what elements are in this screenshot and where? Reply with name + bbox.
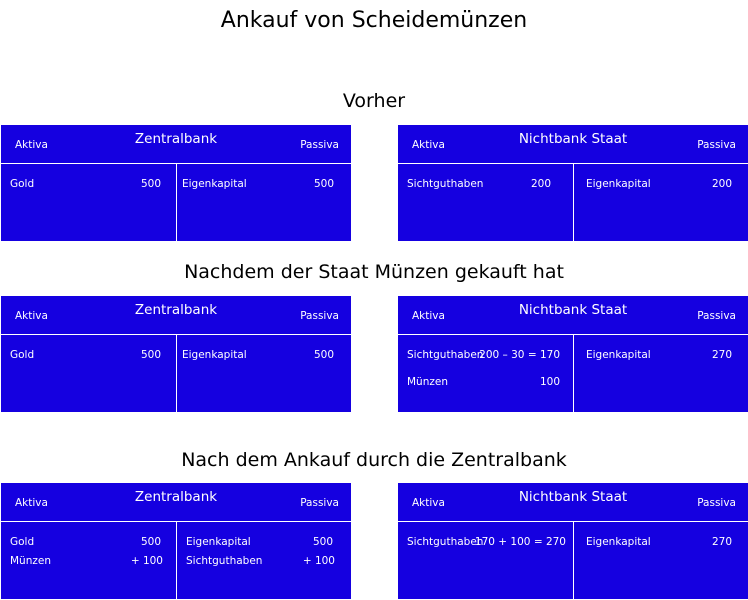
t-account-divider xyxy=(176,335,177,412)
account-name: Zentralbank xyxy=(134,131,218,147)
entry-label: Sichtguthaben xyxy=(407,349,484,361)
t-account-body xyxy=(1,164,351,241)
page-title: Ankauf von Scheidemünzen xyxy=(220,8,528,33)
t-account-zentralbank xyxy=(1,296,351,412)
aktiva-label: Aktiva xyxy=(15,310,48,322)
passiva-label: Passiva xyxy=(300,139,339,151)
entry-label: Eigenkapital xyxy=(182,178,247,190)
passiva-label: Passiva xyxy=(697,310,736,322)
entry-label: Sichtguthaben xyxy=(407,178,484,190)
aktiva-label: Aktiva xyxy=(15,497,48,509)
t-account-divider xyxy=(176,164,177,241)
entry-value: 500 xyxy=(140,178,161,190)
entry-value: 270 xyxy=(711,349,732,361)
account-name: Zentralbank xyxy=(134,489,218,505)
account-name: Nichtbank Staat xyxy=(518,302,628,318)
t-account-divider xyxy=(573,522,574,599)
t-account-header xyxy=(1,296,351,335)
entry-label: Eigenkapital xyxy=(586,349,651,361)
passiva-label: Passiva xyxy=(300,497,339,509)
account-name: Nichtbank Staat xyxy=(518,489,628,505)
entry-value: + 100 xyxy=(130,555,163,567)
entry-label: Münzen xyxy=(407,376,448,388)
entry-value: + 100 xyxy=(302,555,335,567)
entry-value: 500 xyxy=(313,349,334,361)
section-heading-vorher: Vorher xyxy=(342,90,406,112)
t-account-divider xyxy=(573,164,574,241)
t-account-divider xyxy=(573,335,574,412)
entry-value: 100 xyxy=(539,376,560,388)
t-account-header xyxy=(1,125,351,164)
aktiva-label: Aktiva xyxy=(15,139,48,151)
account-name: Zentralbank xyxy=(134,302,218,318)
entry-label: Eigenkapital xyxy=(586,178,651,190)
t-account-nichtbank-staat xyxy=(398,296,748,412)
entry-value: 200 xyxy=(530,178,551,190)
t-account-zentralbank xyxy=(1,483,351,599)
entry-label: Gold xyxy=(10,349,35,361)
account-name: Nichtbank Staat xyxy=(518,131,628,147)
t-account-body xyxy=(398,522,748,599)
t-account-body xyxy=(1,522,351,599)
passiva-label: Passiva xyxy=(697,497,736,509)
entry-label: Eigenkapital xyxy=(186,536,251,548)
entry-label: Sichtguthaben xyxy=(407,536,484,548)
entry-value: 200 – 30 = 170 xyxy=(479,349,560,361)
passiva-label: Passiva xyxy=(300,310,339,322)
entry-label: Eigenkapital xyxy=(182,349,247,361)
t-account-header xyxy=(398,125,748,164)
entry-label: Gold xyxy=(10,178,35,190)
t-account-zentralbank xyxy=(1,125,351,241)
entry-value: 500 xyxy=(140,349,161,361)
section-heading-nachdem: Nachdem der Staat Münzen gekauft hat xyxy=(184,261,564,283)
entry-value: 500 xyxy=(312,536,333,548)
t-account-nichtbank-staat xyxy=(398,125,748,241)
section-heading-nach-ankauf: Nach dem Ankauf durch die Zentralbank xyxy=(181,449,567,471)
t-account-header xyxy=(398,296,748,335)
aktiva-label: Aktiva xyxy=(412,497,445,509)
entry-value: 170 + 100 = 270 xyxy=(474,536,566,548)
aktiva-label: Aktiva xyxy=(412,139,445,151)
t-account-nichtbank-staat xyxy=(398,483,748,599)
t-account-header xyxy=(398,483,748,522)
entry-label: Gold xyxy=(10,536,35,548)
aktiva-label: Aktiva xyxy=(412,310,445,322)
entry-value: 200 xyxy=(711,178,732,190)
t-account-header xyxy=(1,483,351,522)
t-account-divider xyxy=(176,522,177,599)
passiva-label: Passiva xyxy=(697,139,736,151)
t-account-body xyxy=(398,335,748,412)
entry-label: Sichtguthaben xyxy=(186,555,263,567)
entry-value: 500 xyxy=(313,178,334,190)
entry-value: 270 xyxy=(711,536,732,548)
entry-label: Münzen xyxy=(10,555,51,567)
entry-label: Eigenkapital xyxy=(586,536,651,548)
t-account-body xyxy=(398,164,748,241)
t-account-body xyxy=(1,335,351,412)
entry-value: 500 xyxy=(140,536,161,548)
